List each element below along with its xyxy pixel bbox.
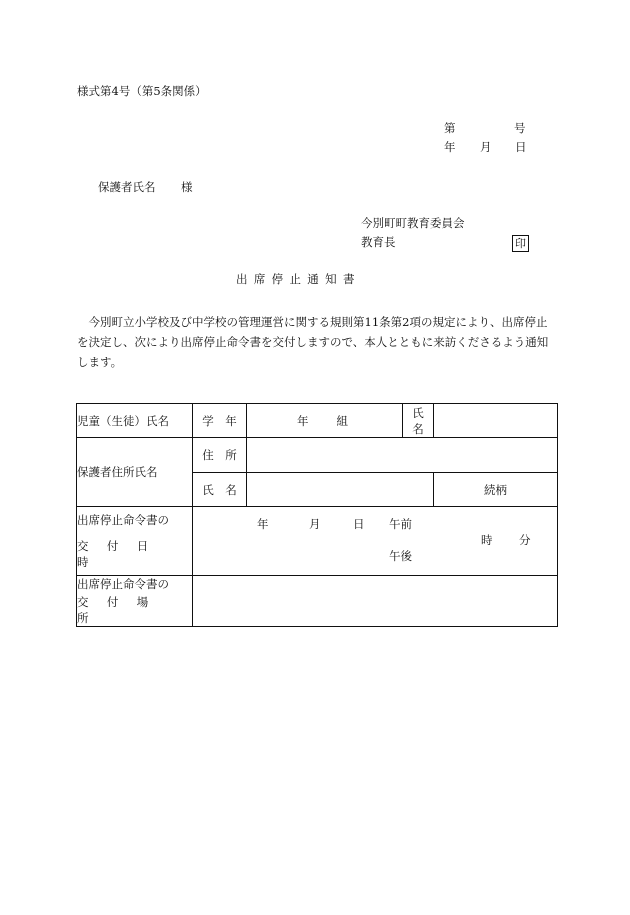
document-title: 出席停止通知書 xyxy=(236,272,361,286)
student-name-label: 氏 名 xyxy=(403,404,434,438)
dt-am: 午前 xyxy=(389,517,412,531)
delivery-datetime-field[interactable] xyxy=(193,507,558,576)
delivery-place-label: 出席停止命令書の 交付場所 xyxy=(77,576,193,627)
guardian-address-row xyxy=(77,438,558,473)
issuer-org: 今別町町教育委員会 xyxy=(361,216,465,230)
student-name-field[interactable] xyxy=(434,404,558,438)
address-field[interactable] xyxy=(247,438,558,473)
student-label: 児童（生徒）氏名 xyxy=(77,404,193,438)
student-row xyxy=(77,404,558,438)
notice-table xyxy=(76,403,558,627)
guardian-name-label: 氏 名 xyxy=(193,473,247,507)
date-month: 月 xyxy=(480,140,492,154)
kumi-label: 組 xyxy=(336,413,348,428)
dt-hour: 時 xyxy=(481,533,493,547)
doc-no-suffix: 号 xyxy=(514,121,526,135)
relation-label: 続柄 xyxy=(434,473,558,507)
dt-month: 月 xyxy=(309,517,321,531)
seal-mark: 印 xyxy=(512,235,529,252)
delivery-datetime-row xyxy=(77,507,558,576)
delivery-datetime-label: 出席停止命令書の 交付日時 xyxy=(77,507,193,576)
doc-no-prefix: 第 xyxy=(444,121,456,135)
address-label: 住 所 xyxy=(193,438,247,473)
date-day: 日 xyxy=(515,140,527,154)
dt-day: 日 xyxy=(353,517,365,531)
form-number: 様式第4号（第5条関係） xyxy=(77,84,207,98)
dt-year: 年 xyxy=(257,517,269,531)
guardian-name-field[interactable] xyxy=(247,473,434,507)
guardian-label: 保護者住所氏名 xyxy=(77,438,193,507)
addressee-honorific: 様 xyxy=(181,180,193,194)
grade-label: 学 年 xyxy=(193,404,247,438)
issuer-title: 教育長 xyxy=(361,235,396,249)
addressee-label: 保護者氏名 xyxy=(98,180,156,194)
grade-class-field[interactable] xyxy=(247,404,403,438)
body-paragraph: 今別町立小学校及び中学校の管理運営に関する規則第11条第2項の規定により、出席停止を決定し、次により出席停止命令書を交付しますので、本人とともに来訪くださるよう通知します。 xyxy=(77,315,549,369)
date-year: 年 xyxy=(444,140,456,154)
nen-label: 年 xyxy=(297,413,309,428)
dt-pm: 午後 xyxy=(389,549,412,563)
delivery-place-field[interactable] xyxy=(193,576,558,627)
dt-minute: 分 xyxy=(519,533,531,547)
delivery-place-row xyxy=(77,576,558,627)
